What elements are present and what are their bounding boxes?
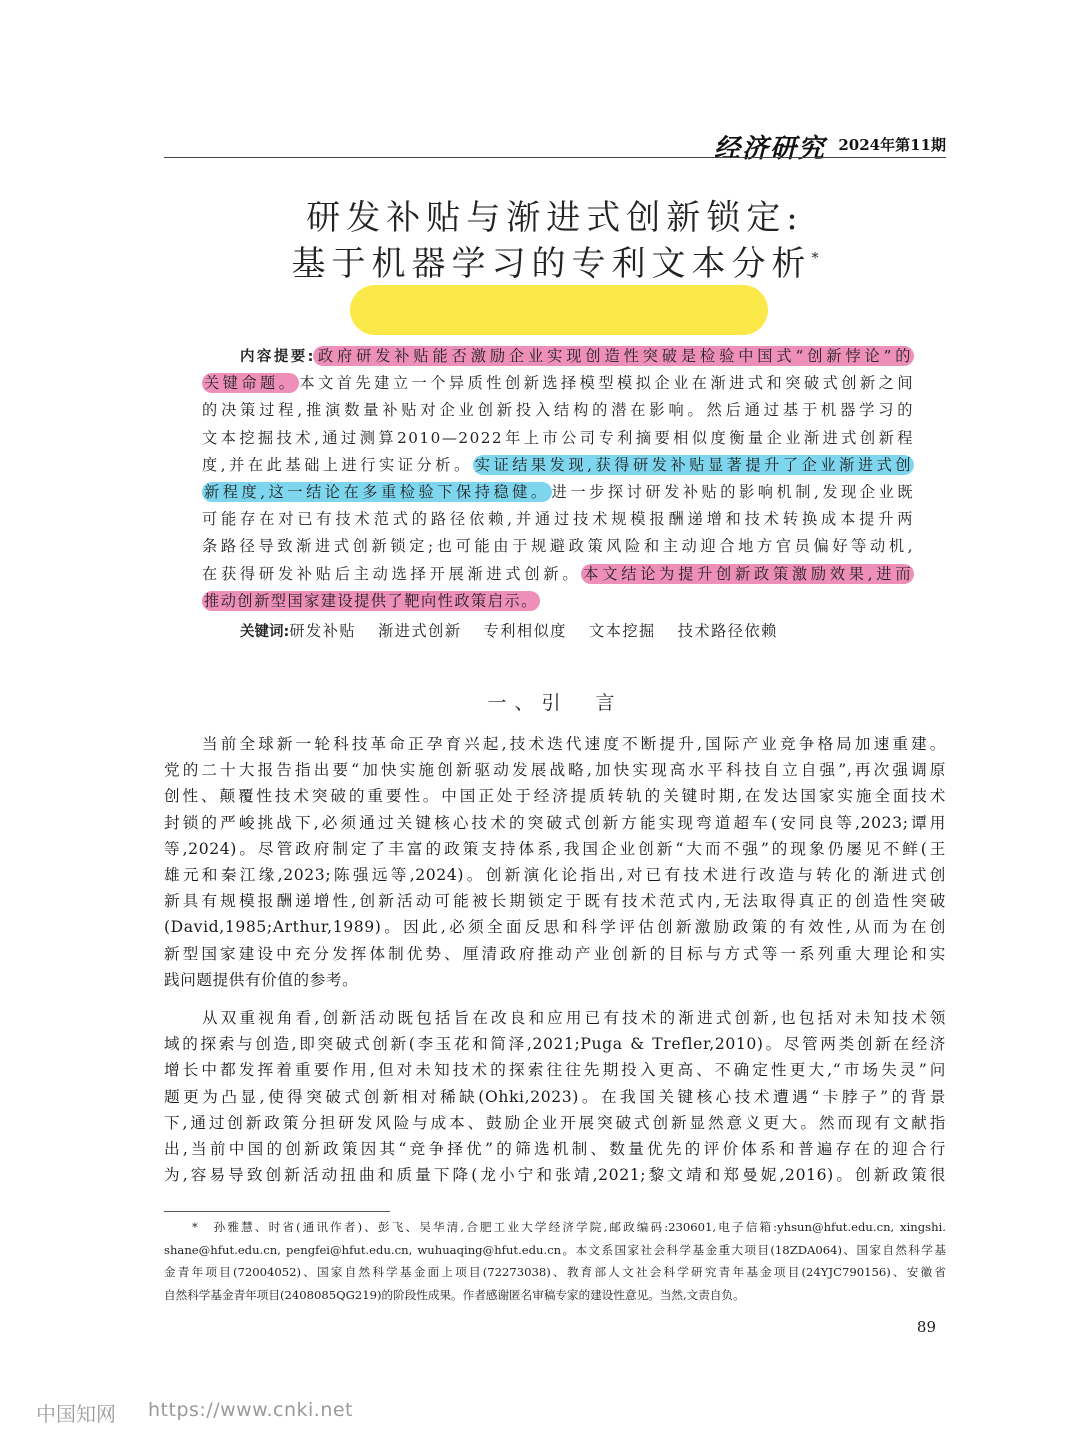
abstract-text: 进一步探讨研发补贴的影响机制,发现企业既 [551, 482, 914, 501]
body-line: 出,当前中国的创新政策因其“竞争择优”的筛选机制、数量优先的评价体系和普遍存在的迎合行 [164, 1139, 946, 1158]
footnote-line: 自然科学基金青年项目(2408085QG219)的阶段性成果。作者感谢匿名审稿专家的建设性意见。当然,文责自负。 [164, 1287, 745, 1302]
keyword: 研发补贴 [289, 622, 357, 640]
abstract [202, 343, 914, 615]
abstract-text: 文本挖掘技术,通过测算2010—2022年上市公司专利摘要相似度衡量企业渐进式创新程 [202, 428, 914, 447]
abstract-line [202, 506, 914, 533]
body-line: 封锁的严峻挑战下,必须通过关键核心技术的突破式创新方能实现弯道超车(安同良等,2023;谭用 [164, 813, 946, 832]
body-line: 雄元和秦江缘,2023;陈强远等,2024)。创新演化论指出,对已有技术进行改造与转化的渐进式创 [164, 865, 946, 884]
body-line: 等,2024)。尽管政府制定了丰富的政策支持体系,我国企业创新“大而不强”的现象仍屡见不鲜(王 [164, 839, 946, 858]
article-title-line1: 研发补贴与渐进式创新锁定: [306, 198, 804, 238]
footnote-line: shane@hfut.edu.cn, pengfei@hfut.edu.cn, wuhuaqing@hfut.edu.cn。本文系国家社会科学基金重大项目(18ZDA064)、国家自然科学基 [164, 1242, 946, 1257]
abstract-highlight-blue: 实证结果发现,获得研发补贴显著提升了企业渐进式创 [474, 455, 913, 474]
body-line: 新具有规模报酬递增性,创新活动可能被长期锁定于既有技术范式内,无法取得真正的创造性突破 [164, 892, 946, 911]
title-footnote-marker: * [811, 250, 819, 267]
watermark-url[interactable]: https://www.cnki.net [148, 1399, 354, 1421]
body-paragraph-1 [164, 731, 946, 993]
body-line: 下,通过创新政策分担研发风险与成本、鼓励企业开展突破式创新显然意义更大。然而现有文献指 [164, 1113, 946, 1132]
author-redaction-highlight [350, 285, 768, 335]
abstract-text: 的决策过程,推演数量补贴对企业创新投入结构的潜在影响。然后通过基于机器学习的 [202, 401, 914, 420]
abstract-text: 条路径导致渐进式创新锁定;也可能由于规避政策风险和主动迎合地方官员偏好等动机, [202, 537, 914, 556]
abstract-line [202, 425, 914, 452]
header-rule [164, 157, 946, 158]
body-line: 新型国家建设中充分发挥体制优势、厘清政府推动产业创新的目标与方式等一系列重大理论和实 [164, 944, 946, 963]
abstract-label: 内容提要: [240, 349, 314, 365]
abstract-line [202, 397, 914, 424]
body-line: (David,1985;Arthur,1989)。因此,必须全面反思和科学评估创新激励政策的有效性,从而为在创 [164, 918, 946, 937]
body-line: 域的探索与创造,即突破式创新(李玉花和简泽,2021;Puga & Trefler,2010)。尽管两类创新在经济 [164, 1035, 946, 1054]
footnote-rule [164, 1211, 390, 1212]
abstract-text: 可能存在对已有技术范式的路径依赖,并通过技术规模报酬递增和技术转换成本提升两 [202, 510, 914, 529]
keywords-label: 关键词: [240, 624, 290, 640]
body-line: 践问题提供有价值的参考。 [164, 970, 359, 989]
abstract-line [240, 343, 914, 370]
keyword: 文本挖掘 [588, 622, 656, 640]
body-line: 题更为凸显,使得突破式创新相对稀缺(Ohki,2023)。在我国关键核心技术遭遇“卡脖子”的背景 [164, 1087, 946, 1106]
journal-header [164, 128, 946, 164]
keywords-list [289, 622, 800, 640]
keyword: 技术路径依赖 [677, 622, 778, 640]
journal-issue: 2024年第11期 [838, 136, 946, 154]
article-title-line2-text: 基于机器学习的专利文本分析 [291, 244, 812, 284]
footnote-line: 金青年项目(72004052)、国家自然科学基金面上项目(72273038)、教育部人文社会科学研究青年基金项目(24YJC790156)、安徽省 [164, 1265, 946, 1280]
body-line: 增长中都发挥着重要作用,但对未知技术的探索往往先期投入更高、不确定性更大,“市场失灵”问 [164, 1061, 946, 1080]
body-line: 从双重视角看,创新活动既包括旨在改良和应用已有技术的渐进式创新,也包括对未知技术领 [202, 1009, 946, 1027]
abstract-highlight-blue: 新程度,这一结论在多重检验下保持稳健。 [204, 482, 550, 501]
watermark-name: 中国知网 [36, 1402, 116, 1426]
abstract-line [202, 479, 914, 506]
abstract-highlight-pink: 本文结论为提升创新政策激励效果,进而 [583, 564, 913, 583]
body-line: 当前全球新一轮科技革命正孕育兴起,技术迭代速度不断提升,国际产业竞争格局加速重建。 [202, 735, 946, 753]
footnote-line: * 孙雅慧、时省(通讯作者)、彭飞、吴华清,合肥工业大学经济学院,邮政编码:230601,电子信箱:yhsun@hfut.edu.cn, xingshi. [192, 1220, 946, 1234]
body-line: 党的二十大报告指出要“加快实施创新驱动发展战略,加快实现高水平科技自立自强”,再次强调原 [164, 761, 946, 780]
keywords [240, 620, 800, 641]
journal-logo: 经济研究 [713, 134, 826, 164]
page-number: 89 [916, 1318, 936, 1336]
body-paragraph-2 [164, 1005, 946, 1188]
footnote [164, 1216, 946, 1306]
keyword: 渐进式创新 [378, 622, 462, 640]
abstract-text: 本文首先建立一个异质性创新选择模型模拟企业在渐进式和突破式创新之间 [299, 374, 915, 393]
abstract-highlight-pink: 关键命题。 [204, 374, 298, 393]
keyword: 专利相似度 [483, 622, 567, 640]
abstract-text: 度,并在此基础上进行实证分析。 [202, 455, 473, 474]
abstract-text: 在获得研发补贴后主动选择开展渐进式创新。 [202, 564, 582, 583]
abstract-line [202, 561, 914, 588]
section-heading: 一、引 言 [487, 692, 623, 714]
abstract-highlight-pink: 推动创新型国家建设提供了靶向性政策启示。 [204, 591, 538, 610]
abstract-line [202, 370, 914, 397]
abstract-line [202, 452, 914, 479]
body-line: 为,容易导致创新活动扭曲和质量下降(龙小宁和张靖,2021;黎文靖和郑曼妮,2016)。创新政策很 [164, 1166, 946, 1185]
abstract-highlight-pink: 政府研发补贴能否激励企业实现创造性突破是检验中国式“创新悖论”的 [315, 347, 912, 365]
abstract-line [202, 533, 914, 560]
abstract-line [202, 588, 914, 615]
article-title-line2 [164, 236, 946, 285]
body-line: 创性、颠覆性技术突破的重要性。中国正处于经济提质转轨的关键时期,在发达国家实施全面技术 [164, 787, 946, 806]
